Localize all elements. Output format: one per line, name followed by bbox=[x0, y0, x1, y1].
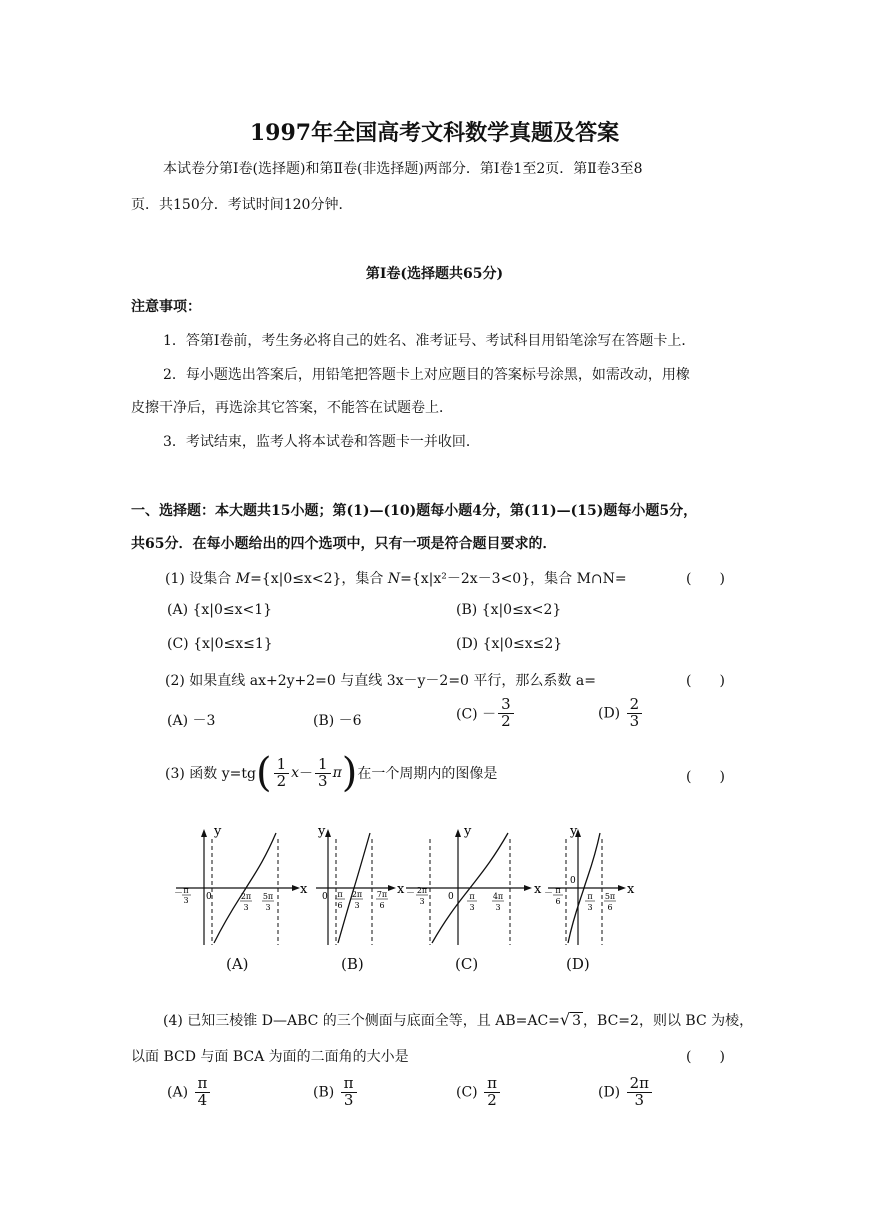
q2-option-a: (A) －3 bbox=[167, 713, 216, 729]
tick-b2-den: 6 bbox=[379, 901, 385, 910]
origin-label: 0 bbox=[448, 892, 454, 902]
q2-d-numerator: 2 bbox=[627, 697, 643, 714]
q3-f1-denominator: 2 bbox=[276, 771, 287, 790]
tick-c1-num: π bbox=[469, 892, 475, 901]
q4-d-denominator: 3 bbox=[634, 1090, 645, 1109]
q4-d-numerator: 2π bbox=[627, 1076, 652, 1093]
q1-stem-mid2: ={x|x²－2x－3<0}，集合 M∩N= bbox=[400, 571, 627, 587]
q4-answer-blank: ( ) bbox=[686, 1049, 725, 1065]
q3-right-paren: ) bbox=[341, 750, 358, 796]
tick-b0-den: 6 bbox=[337, 901, 343, 910]
origin-label: 0 bbox=[570, 876, 576, 886]
q3-stem-start: (3) 函数 y=tg bbox=[165, 766, 256, 782]
q4-b-label: (B) bbox=[313, 1084, 335, 1101]
tick-a1-num: 2π bbox=[240, 892, 252, 901]
q4-a-label: (A) bbox=[167, 1084, 189, 1101]
tick-b2-num: 7π bbox=[376, 890, 388, 899]
section-title: 第Ⅰ卷(选择题共65分) bbox=[365, 266, 504, 282]
part1-heading-line-2: 共65分．在每小题给出的四个选项中，只有一项是符合题目要求的． bbox=[131, 536, 557, 552]
tick-d0-num: π bbox=[555, 886, 561, 895]
q2-option-d bbox=[598, 697, 644, 730]
tick-minus: － bbox=[544, 889, 554, 899]
tick-a1-den: 3 bbox=[243, 903, 249, 912]
origin-label: 0 bbox=[206, 892, 212, 902]
q1-set-m: M bbox=[235, 571, 251, 587]
note-1: 1．答第Ⅰ卷前，考生务必将自己的姓名、准考证号、考试科目用铅笔涂写在答题卡上． bbox=[163, 333, 696, 349]
x-axis-arrow bbox=[292, 885, 300, 891]
x-label: x bbox=[627, 882, 635, 897]
q2-answer-blank: ( ) bbox=[686, 673, 725, 689]
q3-pi: π bbox=[332, 765, 342, 781]
q3-x-var: x bbox=[291, 765, 300, 781]
tick-minus: － bbox=[406, 889, 416, 899]
q1-stem-mid1: ={x|0≤x<2}，集合 bbox=[250, 571, 388, 587]
q1-answer-blank: ( ) bbox=[686, 571, 725, 587]
y-axis-arrow bbox=[455, 829, 461, 837]
q4-option-c bbox=[456, 1076, 502, 1109]
tick-b1-num: 2π bbox=[351, 890, 363, 899]
tick-a2-den: 3 bbox=[265, 903, 271, 912]
sqrt-icon: √ bbox=[559, 1010, 571, 1029]
q1-option-c: (C) {x|0≤x≤1} bbox=[167, 636, 273, 652]
q3-graph-a bbox=[170, 823, 310, 953]
q1-option-d: (D) {x|0≤x≤2} bbox=[456, 636, 563, 652]
x-axis-arrow bbox=[618, 885, 626, 891]
tick-c0-den: 3 bbox=[419, 897, 425, 906]
tick-c0-num: 2π bbox=[416, 886, 428, 895]
y-label: y bbox=[214, 824, 222, 839]
tick-b1-den: 3 bbox=[354, 901, 360, 910]
x-axis-arrow bbox=[388, 885, 396, 891]
q3-graph-d bbox=[544, 823, 644, 953]
q3-stem-end: 在一个周期内的图像是 bbox=[357, 766, 498, 782]
q2-option-d-label: (D) bbox=[598, 705, 621, 722]
q4-c-numerator: π bbox=[484, 1076, 500, 1093]
q3-graph-c bbox=[400, 823, 550, 953]
q1-option-a: (A) {x|0≤x<1} bbox=[167, 602, 273, 618]
y-label: y bbox=[570, 824, 578, 839]
note-2-line-2: 皮擦干净后，再选涂其它答案，不能答在试题卷上． bbox=[131, 400, 453, 416]
page-title: 1997年全国高考文科数学真题及答案 bbox=[249, 120, 620, 146]
q4-d-label: (D) bbox=[598, 1084, 621, 1101]
y-axis-arrow bbox=[201, 829, 207, 837]
q2-c-denominator: 2 bbox=[501, 711, 511, 730]
q4-a-denominator: 4 bbox=[197, 1090, 208, 1109]
q2-option-c bbox=[456, 697, 516, 730]
q4-c-label: (C) bbox=[456, 1084, 478, 1101]
tick-d2-den: 6 bbox=[607, 903, 613, 912]
q4-option-a bbox=[167, 1076, 212, 1109]
tick-d0-den: 6 bbox=[555, 897, 561, 906]
part1-heading-line-1: 一、选择题：本大题共15小题；第(1)—(10)题每小题4分，第(11)—(15)题每小题5分， bbox=[131, 503, 698, 519]
q3-left-paren: ( bbox=[255, 750, 272, 796]
tick-c2-num: 4π bbox=[492, 892, 504, 901]
y-label: y bbox=[464, 824, 472, 839]
tick-a0-den: 3 bbox=[183, 896, 189, 905]
q2-stem: (2) 如果直线 ax+2y+2=0 与直线 3x－y－2=0 平行，那么系数 a= bbox=[165, 673, 596, 689]
q3-minus: － bbox=[299, 766, 314, 782]
graph-label-d: (D) bbox=[566, 955, 590, 973]
q2-c-numerator: 3 bbox=[498, 697, 514, 714]
q4-stem-line-1 bbox=[163, 1010, 753, 1030]
x-label: x bbox=[397, 882, 405, 897]
tick-a0-num: π bbox=[183, 886, 189, 895]
intro-line-2: 页．共150分．考试时间120分钟． bbox=[131, 197, 353, 213]
q4-b-denominator: 3 bbox=[343, 1090, 354, 1109]
tick-d1-den: 3 bbox=[587, 903, 593, 912]
tick-c2-den: 3 bbox=[495, 903, 501, 912]
q3-answer-blank: ( ) bbox=[686, 769, 725, 785]
q1-set-n: N bbox=[387, 571, 401, 587]
tick-a2-num: 5π bbox=[262, 892, 274, 901]
q4-stem-line-2: 以面 BCD 与面 BCA 为面的二面角的大小是 bbox=[131, 1049, 409, 1065]
notes-title: 注意事项： bbox=[131, 299, 201, 315]
tick-d1-num: π bbox=[587, 892, 593, 901]
tick-c1-den: 3 bbox=[469, 903, 475, 912]
q4-b-numerator: π bbox=[341, 1076, 357, 1093]
q3-graph-b bbox=[312, 823, 412, 953]
q2-option-b: (B) －6 bbox=[313, 713, 362, 729]
y-axis-arrow bbox=[325, 829, 331, 837]
intro-line-1: 本试卷分第Ⅰ卷(选择题)和第Ⅱ卷(非选择题)两部分．第Ⅰ卷1至2页．第Ⅱ卷3至8 bbox=[163, 161, 643, 177]
q2-d-denominator: 3 bbox=[629, 711, 640, 730]
q2-option-c-label: (C) － bbox=[456, 706, 497, 723]
q3-f1-numerator: 1 bbox=[274, 757, 290, 774]
q4-stem-end: ，BC=2，则以 BC 为棱， bbox=[583, 1013, 754, 1029]
q4-sqrt-value: 3 bbox=[572, 1013, 582, 1029]
x-label: x bbox=[300, 882, 308, 897]
q1-stem bbox=[165, 568, 627, 588]
tick-minus: － bbox=[174, 889, 184, 899]
y-label: y bbox=[318, 824, 326, 839]
q4-a-numerator: π bbox=[195, 1076, 211, 1093]
q3-f2-denominator: 3 bbox=[318, 771, 328, 790]
x-label: x bbox=[534, 882, 542, 897]
graph-label-b: (B) bbox=[341, 955, 364, 973]
q4-option-b bbox=[313, 1076, 359, 1109]
q1-stem-start: (1) 设集合 bbox=[165, 571, 236, 587]
tick-b0-num: π bbox=[337, 890, 343, 899]
q1-option-b: (B) {x|0≤x<2} bbox=[456, 602, 562, 618]
note-2-line-1: 2．每小题选出答案后，用铅笔把答题卡上对应题目的答案标号涂黑，如需改动，用橡 bbox=[163, 367, 690, 383]
graph-label-c: (C) bbox=[455, 955, 479, 973]
q4-c-denominator: 2 bbox=[487, 1090, 497, 1109]
q3-stem bbox=[165, 750, 497, 796]
q3-f2-numerator: 1 bbox=[315, 757, 331, 774]
q4-stem-start: (4) 已知三棱锥 D—ABC 的三个侧面与底面全等，且 AB=AC= bbox=[163, 1013, 560, 1029]
q4-option-d bbox=[598, 1076, 654, 1109]
tick-d2-num: 5π bbox=[604, 892, 616, 901]
x-axis-arrow bbox=[524, 885, 532, 891]
origin-label: 0 bbox=[322, 892, 328, 902]
graph-label-a: (A) bbox=[226, 955, 249, 973]
note-3: 3．考试结束，监考人将本试卷和答题卡一并收回． bbox=[163, 434, 480, 450]
